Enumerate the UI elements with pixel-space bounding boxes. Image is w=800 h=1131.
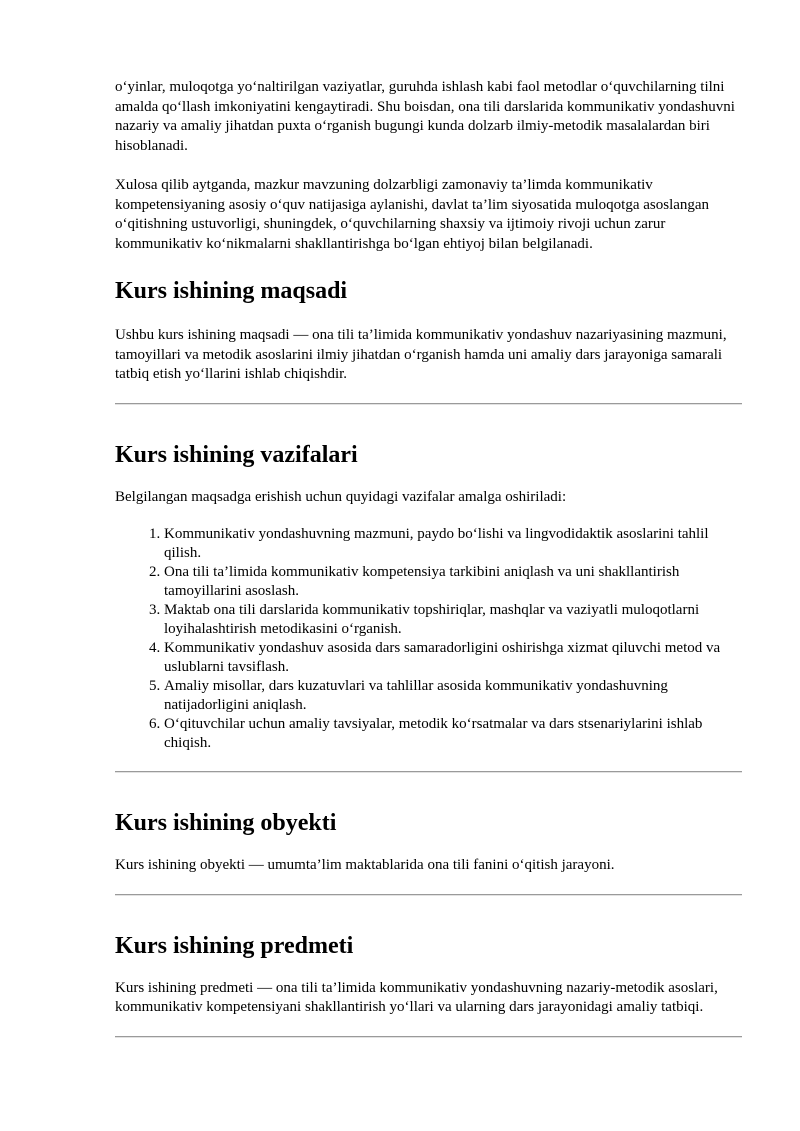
list-item: 6. O‘qituvchilar uchun amaliy tavsiyalar, metodik ko‘rsatmalar va dars stsenariylarini ishlab chiqish. (164, 715, 742, 753)
list-item: 3. Maktab ona tili darslarida kommunikativ topshiriqlar, mashqlar va vaziyatli muloqotlarni loyihalashtirish metodikasini o‘rganish. (164, 601, 742, 639)
vazifalar-list (115, 525, 742, 753)
list-item: 2. Ona tili ta’limida kommunikativ kompetensiya tarkibini aniqlash va uni shakllantirish tamoyillarini asoslash. (164, 563, 742, 601)
maqsad-text: Ushbu kurs ishining maqsadi — ona tili ta’limida kommunikativ yondashuv nazariyasining mazmuni, tamoyillari va metodik asoslarini ilmiy jihatdan o‘rganish hamda uni amaliy dars jarayoniga samarali tatbiq etish yo‘llarini ishlab chiqishdir. (115, 327, 727, 382)
heading-predmet: Kurs ishining predmeti (115, 932, 354, 959)
heading-obyekt: Kurs ishining obyekti (115, 810, 337, 836)
divider (115, 771, 742, 773)
document-page (115, 78, 742, 1038)
predmet-text: Kurs ishining predmeti — ona tili ta’limida kommunikativ yondashuvning nazariy-metodik asoslari, kommunikativ kompetensiyani shakllantirish yo‘llari va ularning dars jarayonidagi amaliy tatbiqi. (115, 979, 718, 1015)
list-item: 1. Kommunikativ yondashuvning mazmuni, paydo bo‘lishi va lingvodidaktik asoslarini tahlil qilish. (164, 525, 742, 563)
vazifalar-intro: Belgilangan maqsadga erishish uchun quyidagi vazifalar amalga oshiriladi: (115, 488, 567, 505)
divider (115, 1036, 742, 1038)
list-item: 4. Kommunikativ yondashuv asosida dars samaradorligini oshirishga xizmat qiluvchi metod va uslublarni tavsiflash. (164, 639, 742, 677)
divider (115, 403, 742, 405)
heading-maqsad: Kurs ishining maqsadi (115, 278, 348, 304)
intro-paragraph-1: o‘yinlar, muloqotga yo‘naltirilgan vaziyatlar, guruhda ishlash kabi faol metodlar o‘quvchilarning tilni amalda qo‘llash imkoniyatini kengaytiradi. Shu boisdan, ona tili darslarida kommunikativ yondashuvni nazariy va amaliy jihatdan puxta o‘rganish bugungi kunda dolzarb ilmiy-metodik masalalardan biri hisoblanadi. (115, 79, 735, 154)
heading-vazifalar: Kurs ishining vazifalari (115, 441, 358, 468)
intro-paragraph-2: Xulosa qilib aytganda, mazkur mavzuning dolzarbligi zamonaviy ta’limda kommunikativ kompetensiyaning asosiy o‘quv natijasiga aylanishi, davlat ta’lim siyosatida muloqotga asoslangan o‘qitishning ustuvorligi, shuningdek, o‘quvchilarning shaxsiy va ijtimoiy rivoji uchun zarur kommunikativ ko‘nikmalarni shakllantirishga bo‘lgan ehtiyoj bilan belgilanadi. (115, 177, 710, 252)
list-item: 5. Amaliy misollar, dars kuzatuvlari va tahlillar asosida kommunikativ yondashuvning natijadorligini aniqlash. (164, 677, 742, 715)
obyekt-text: Kurs ishining obyekti — umumta’lim maktablarida ona tili fanini o‘qitish jarayoni. (115, 857, 615, 873)
divider (115, 894, 742, 896)
